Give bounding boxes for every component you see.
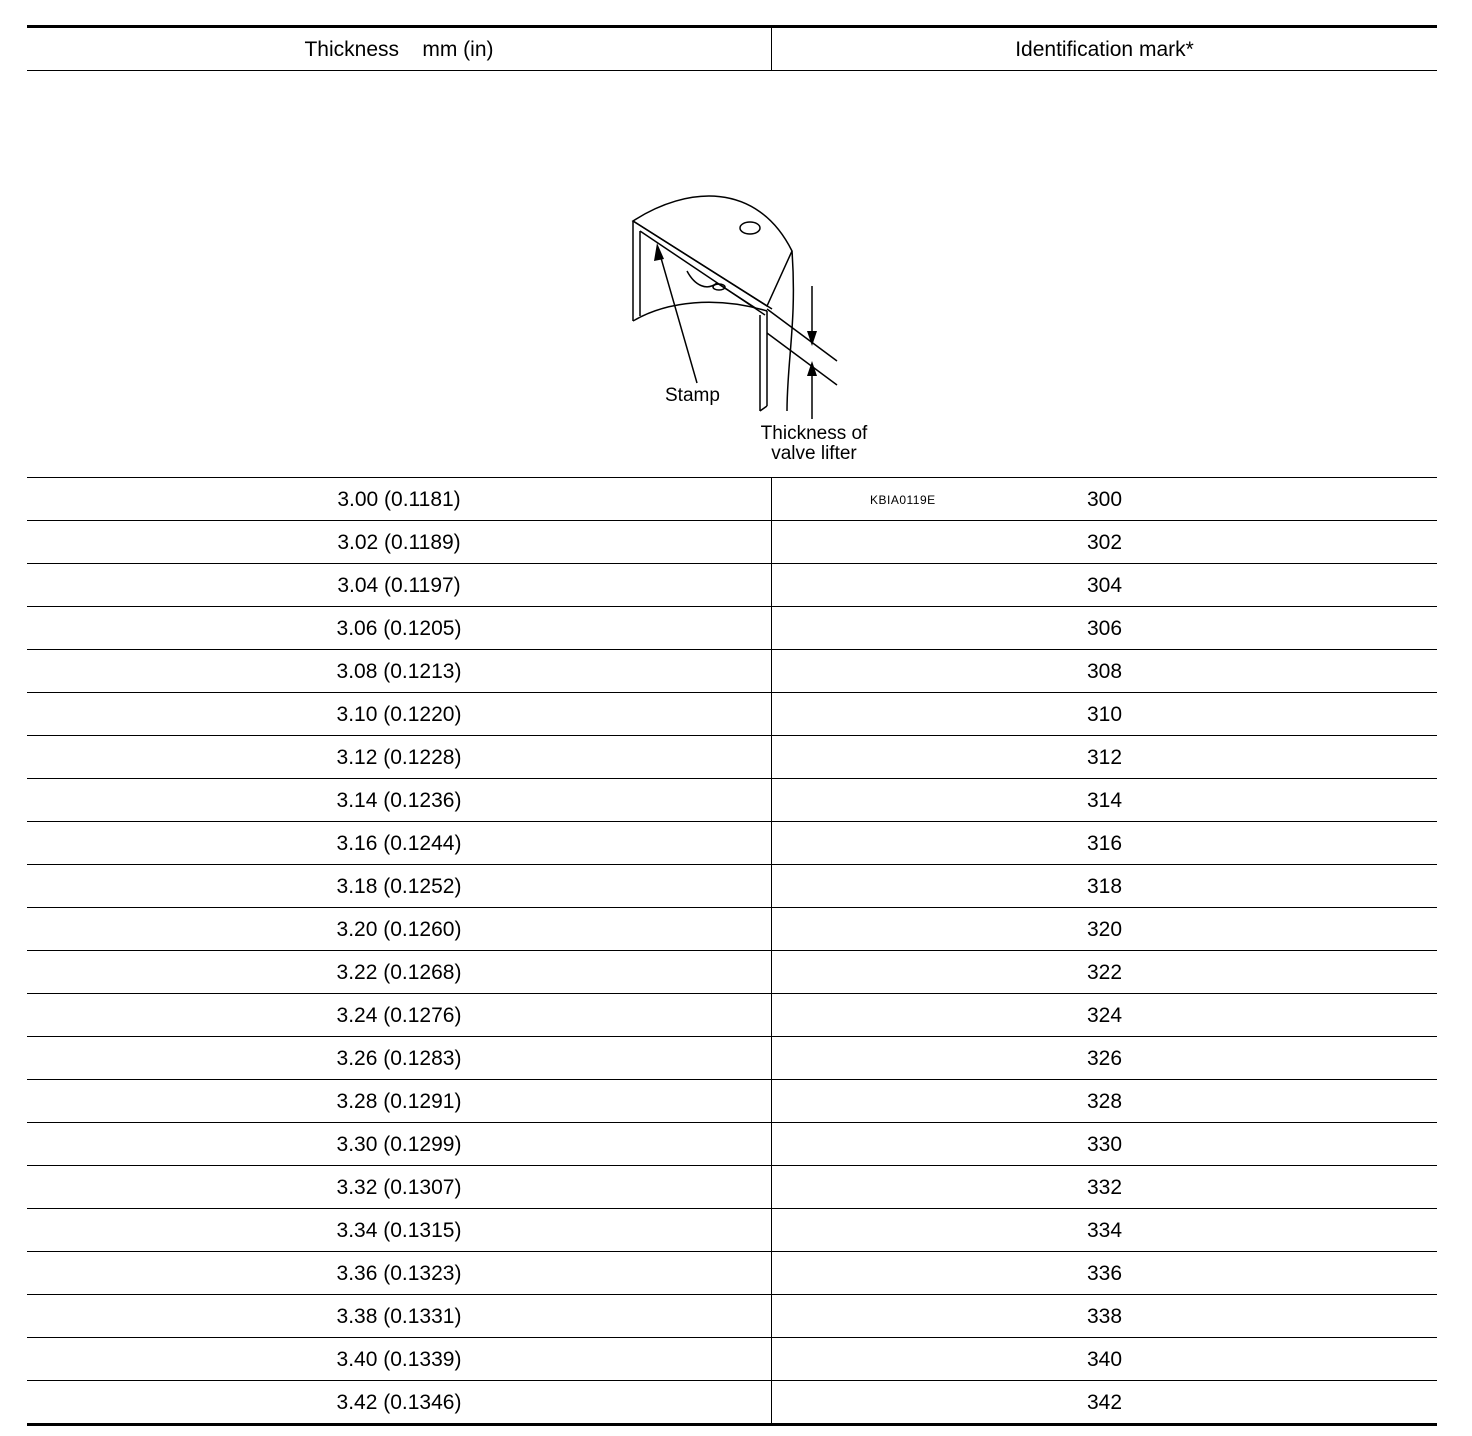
thickness-label-line2: valve lifter bbox=[771, 443, 857, 464]
identification-mark-cell: 328 bbox=[1086, 1089, 1123, 1113]
identification-mark-cell: 322 bbox=[1086, 960, 1123, 984]
thickness-cell: 3.08 (0.1213) bbox=[27, 650, 772, 692]
table-row bbox=[27, 822, 1437, 864]
identification-mark-cell: 342 bbox=[1086, 1390, 1123, 1414]
thickness-cell: 3.10 (0.1220) bbox=[27, 693, 772, 735]
table-row bbox=[27, 478, 1437, 520]
table-row bbox=[27, 1381, 1437, 1423]
identification-mark-cell: 318 bbox=[1086, 874, 1123, 898]
table-header-row bbox=[27, 28, 1437, 70]
table-row bbox=[27, 1166, 1437, 1208]
identification-mark-cell: 304 bbox=[1086, 573, 1123, 597]
thickness-cell: 3.18 (0.1252) bbox=[27, 865, 772, 907]
thickness-cell: 3.34 (0.1315) bbox=[27, 1209, 772, 1251]
identification-mark-cell: 320 bbox=[1086, 917, 1123, 941]
thickness-cell: 3.20 (0.1260) bbox=[27, 908, 772, 950]
valve-lifter-drawing bbox=[27, 71, 1437, 477]
thickness-cell: 3.32 (0.1307) bbox=[27, 1166, 772, 1208]
identification-mark-cell: 326 bbox=[1086, 1046, 1123, 1070]
thickness-cell: 3.36 (0.1323) bbox=[27, 1252, 772, 1294]
table-row bbox=[27, 1080, 1437, 1122]
header-identification-mark: Identification mark* bbox=[1015, 37, 1194, 61]
thickness-label bbox=[749, 424, 879, 464]
table-body bbox=[27, 478, 1437, 1423]
table-row bbox=[27, 908, 1437, 950]
thickness-cell: 3.30 (0.1299) bbox=[27, 1123, 772, 1165]
identification-mark-cell: 308 bbox=[1086, 659, 1123, 683]
thickness-cell: 3.14 (0.1236) bbox=[27, 779, 772, 821]
identification-mark-cell: 330 bbox=[1086, 1132, 1123, 1156]
table-row bbox=[27, 521, 1437, 563]
table-row bbox=[27, 1338, 1437, 1380]
thickness-cell: 3.04 (0.1197) bbox=[27, 564, 772, 606]
identification-mark-cell: 334 bbox=[1086, 1218, 1123, 1242]
identification-mark-cell: 312 bbox=[1086, 745, 1123, 769]
table-row bbox=[27, 951, 1437, 993]
identification-mark-cell: 300 bbox=[1086, 487, 1123, 511]
shim-table bbox=[27, 25, 1437, 1426]
stamp-label: Stamp bbox=[665, 385, 720, 406]
thickness-cell: 3.26 (0.1283) bbox=[27, 1037, 772, 1079]
thickness-cell: 3.40 (0.1339) bbox=[27, 1338, 772, 1380]
thickness-cell: 3.22 (0.1268) bbox=[27, 951, 772, 993]
identification-mark-cell: 302 bbox=[1086, 530, 1123, 554]
thickness-cell: 3.12 (0.1228) bbox=[27, 736, 772, 778]
table-row bbox=[27, 1037, 1437, 1079]
identification-mark-cell: 338 bbox=[1086, 1304, 1123, 1328]
identification-mark-cell: 324 bbox=[1086, 1003, 1123, 1027]
thickness-cell: 3.28 (0.1291) bbox=[27, 1080, 772, 1122]
thickness-cell: 3.00 (0.1181) bbox=[27, 478, 772, 520]
table-row bbox=[27, 1295, 1437, 1337]
table-row bbox=[27, 650, 1437, 692]
table-row bbox=[27, 865, 1437, 907]
table-row bbox=[27, 693, 1437, 735]
table-row bbox=[27, 779, 1437, 821]
thickness-cell: 3.06 (0.1205) bbox=[27, 607, 772, 649]
thickness-cell: 3.02 (0.1189) bbox=[27, 521, 772, 563]
identification-mark-cell: 314 bbox=[1086, 788, 1123, 812]
identification-mark-cell: 340 bbox=[1086, 1347, 1123, 1371]
table-row bbox=[27, 1209, 1437, 1251]
identification-mark-cell: 306 bbox=[1086, 616, 1123, 640]
thickness-cell: 3.24 (0.1276) bbox=[27, 994, 772, 1036]
figure-code: KBIA0119E bbox=[870, 493, 936, 507]
thickness-cell: 3.42 (0.1346) bbox=[27, 1381, 772, 1423]
table-row bbox=[27, 1252, 1437, 1294]
identification-mark-cell: 332 bbox=[1086, 1175, 1123, 1199]
thickness-cell: 3.16 (0.1244) bbox=[27, 822, 772, 864]
identification-mark-cell: 336 bbox=[1086, 1261, 1123, 1285]
thickness-cell: 3.38 (0.1331) bbox=[27, 1295, 772, 1337]
table-bottom-rule bbox=[27, 1423, 1437, 1426]
thickness-label-line1: Thickness of bbox=[760, 423, 868, 444]
table-row bbox=[27, 1123, 1437, 1165]
table-row bbox=[27, 564, 1437, 606]
identification-mark-cell: 310 bbox=[1086, 702, 1123, 726]
table-row bbox=[27, 994, 1437, 1036]
table-row bbox=[27, 736, 1437, 778]
header-thickness: Thickness mm (in) bbox=[27, 28, 772, 70]
table-row bbox=[27, 607, 1437, 649]
identification-mark-cell: 316 bbox=[1086, 831, 1123, 855]
